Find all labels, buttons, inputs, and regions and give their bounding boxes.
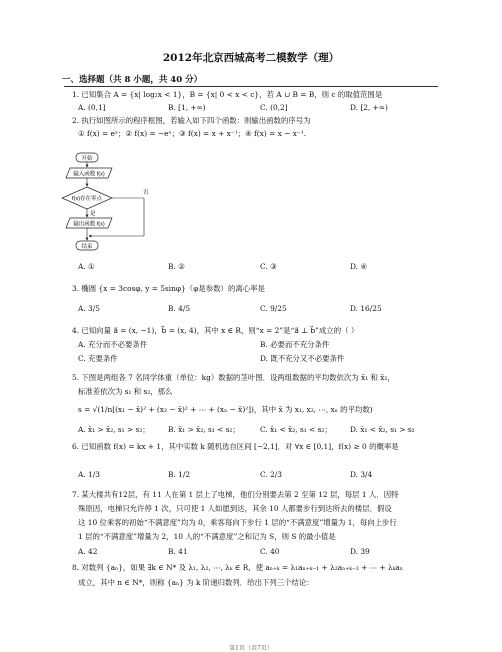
- q4-option-c: C. 充要条件: [78, 354, 118, 363]
- q5-stem: 5. 下图是两组各 7 名同学体重（单位：kg）数据的茎叶图．设两组数据的平均数依次为 x̄₁ 和 x̄₂，: [72, 373, 395, 382]
- flowchart-no-label: 否: [143, 190, 149, 196]
- section-divider: [64, 86, 438, 87]
- q1-option-b: B. [1, +∞): [168, 103, 206, 112]
- q6-option-d: D. 3/4: [350, 470, 373, 479]
- q5-option-b: B. x̄₁ > x̄₂, s₁ < s₂；: [168, 425, 240, 434]
- page-title: 2012年北京西城高考二模数学（理）: [162, 52, 340, 64]
- page-footer: 第1页（共7页）: [229, 645, 273, 652]
- q5-option-a: A. x̄₁ > x̄₂, s₁ > s₂；: [78, 425, 150, 434]
- q2-functions: ① f(x) = eˣ；② f(x) = −eˣ；③ f(x) = x + x⁻¹；④ f(x) = x − x⁻¹.: [78, 129, 307, 138]
- q7-option-d: D. 39: [350, 547, 370, 556]
- q4-option-d: D. 既不充分又不必要条件: [260, 354, 345, 363]
- q4-option-b: B. 必要而不充分条件: [260, 340, 330, 349]
- q3-option-a: A. 3/5: [78, 304, 100, 313]
- q5-option-c: C. x̄₁ < x̄₂, s₁ < s₂；: [260, 425, 332, 434]
- q5-option-d: D. x̄₁ < x̄₂, s₁ > s₂: [350, 425, 415, 434]
- q5-stem-cont: 标准差依次为 s₁ 和 s₂，那么: [78, 387, 173, 396]
- q6-option-c: C. 2/3: [260, 470, 282, 479]
- q7-stem-line3: 这 10 位乘客的初始“不满意度”均为 0，乘客每向下步行 1 层的“不满意度”增量为 1，每向上步行: [78, 518, 397, 527]
- q3-stem: 3. 椭圆 {x = 3cosφ, y = 5sinφ}（φ是参数）的离心率是: [72, 284, 265, 293]
- q7-option-a: A. 42: [78, 547, 98, 556]
- q2-option-a: A. ①: [78, 262, 95, 271]
- q3-option-d: D. 16/25: [350, 304, 382, 313]
- q1-option-c: C. (0,2]: [260, 103, 288, 112]
- q2-option-d: D. ④: [350, 262, 367, 271]
- q8-stem-cont: 成立，其中 n ∈ N*，则称 {aₙ} 为 k 阶递归数列．给出下列三个结论：: [78, 578, 314, 587]
- q3-option-c: C. 9/25: [260, 304, 287, 313]
- flowchart-input-label: 输入函数 f(x): [73, 171, 105, 178]
- q2-option-c: C. ③: [260, 262, 277, 271]
- flowchart-end-label: 结束: [81, 244, 93, 250]
- flowchart-output-label: 输出函数 f(x): [73, 221, 105, 228]
- q2-option-b: B. ②: [168, 262, 185, 271]
- q7-option-c: C. 40: [260, 547, 280, 556]
- section-heading: 一、选择题（共 8 小题，共 40 分）: [62, 75, 203, 85]
- q4-option-a: A. 充分而不必要条件: [78, 340, 148, 349]
- q5-std-formula: s = √(1/n[(x₁ − x̄)² + (x₂ − x̄)² + ⋯ + (xₙ − x̄)²])，其中 x̄ 为 x₁, x₂, ⋯, xₙ 的平均数): [78, 405, 373, 414]
- flowchart-start-label: 开始: [81, 156, 93, 162]
- q7-stem-line4: 1 层的“不满意度”增量为 2，10 人的“不满意度”之和记为 S，则 S 的最小值是: [78, 532, 336, 541]
- q6-option-a: A. 1/3: [78, 470, 100, 479]
- q7-stem-line2: 殊原因，电梯只允许停 1 次，只可使 1 人如愿到达，其余 10 人都要步行到达所去的楼层．假设: [78, 504, 392, 513]
- q4-stem: 4. 已知向量 a⃗ = (x, −1)，b⃗ = (x, 4)，其中 x ∈ R，则“x = 2”是“a⃗ ⊥ b⃗”成立的（ ）: [72, 326, 359, 335]
- q1-option-a: A. (0,1]: [78, 103, 106, 112]
- q8-stem: 8. 对数列 {aₙ}，如果 ∃k ∈ N* 及 λ₁, λ₂, ⋯, λₖ ∈ R，使 aₙ₊ₖ = λ₁aₙ₊ₖ₋₁ + λ₂aₙ₊ₖ₋₂ + ⋯ + λₖaₙ: [72, 563, 403, 572]
- program-flowchart: [60, 150, 260, 260]
- q7-stem: 7. 某大楼共有12层，有 11 人在第 1 层上了电梯，他们分别要去第 2 至第 12 层，每层 1 人．因特: [72, 490, 399, 499]
- q7-option-b: B. 41: [168, 547, 188, 556]
- q6-stem: 6. 已知函数 f(x) = kx + 1，其中实数 k 随机选自区间 [−2,1]．对 ∀x ∈ [0,1]，f(x) ≥ 0 的概率是: [72, 442, 399, 451]
- q1-option-d: D. [2, +∞): [350, 103, 388, 112]
- q1-stem: 1. 已知集合 A = {x| log₂x < 1}，B = {x| 0 < x < c}，若 A ∪ B = B，则 c 的取值范围是: [72, 90, 383, 99]
- flowchart-decision-label: f(x)存在零点: [72, 196, 102, 202]
- q6-option-b: B. 1/2: [168, 470, 191, 479]
- flowchart-yes-label: 是: [90, 211, 96, 217]
- q2-stem: 2. 执行如图所示的程序框图，若输入如下四个函数：则输出函数的序号为: [72, 116, 311, 125]
- q3-option-b: B. 4/5: [168, 304, 191, 313]
